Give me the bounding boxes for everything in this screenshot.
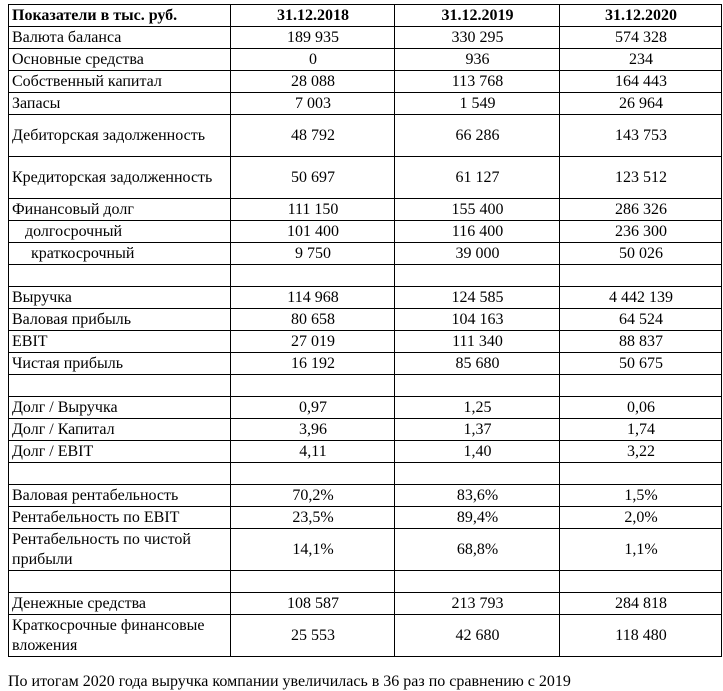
cell-2020: 3,22 [560, 441, 722, 463]
cell-2018: 70,2% [231, 485, 395, 507]
row-label: Долг / EBIT [9, 441, 231, 463]
cell-2020: 234 [560, 49, 722, 71]
financial-indicators-table [8, 4, 722, 657]
row-label: Валовая прибыль [9, 309, 231, 331]
cell-2019: 39 000 [395, 243, 560, 265]
cell-2020: 26 964 [560, 93, 722, 115]
table-row [9, 49, 722, 71]
cell-2018: 101 400 [231, 221, 395, 243]
cell-2020: 1,5% [560, 485, 722, 507]
cell-2018: 27 019 [231, 331, 395, 353]
cell-2019: 89,4% [395, 507, 560, 529]
cell-2018: 50 697 [231, 157, 395, 199]
table-row [9, 93, 722, 115]
empty-cell [560, 571, 722, 593]
cell-2019: 330 295 [395, 27, 560, 49]
cell-2020: 4 442 139 [560, 287, 722, 309]
cell-2019: 155 400 [395, 199, 560, 221]
footnote-text: По итогам 2020 года выручка компании увеличилась в 36 раз по сравнению с 2019 [8, 673, 571, 690]
cell-2018: 108 587 [231, 593, 395, 615]
table-row [9, 593, 722, 615]
table-header-row [9, 5, 722, 27]
row-label: долгосрочный [9, 221, 231, 243]
cell-2020: 1,74 [560, 419, 722, 441]
row-label: краткосрочный [9, 243, 231, 265]
table-row [9, 331, 722, 353]
empty-cell [9, 265, 231, 287]
cell-2020: 236 300 [560, 221, 722, 243]
empty-cell [395, 571, 560, 593]
empty-cell [560, 375, 722, 397]
empty-cell [231, 463, 395, 485]
cell-2019: 124 585 [395, 287, 560, 309]
empty-cell [9, 463, 231, 485]
table-row [9, 615, 722, 657]
cell-2019: 83,6% [395, 485, 560, 507]
cell-2018: 48 792 [231, 115, 395, 157]
empty-cell [395, 463, 560, 485]
cell-2018: 111 150 [231, 199, 395, 221]
cell-2018: 80 658 [231, 309, 395, 331]
row-label: Кредиторская задолженность [9, 157, 231, 199]
empty-cell [231, 571, 395, 593]
cell-2019: 85 680 [395, 353, 560, 375]
header-2019: 31.12.2019 [395, 5, 560, 27]
cell-2018: 25 553 [231, 615, 395, 657]
cell-2020: 286 326 [560, 199, 722, 221]
cell-2019: 116 400 [395, 221, 560, 243]
table-row [9, 157, 722, 199]
cell-2018: 4,11 [231, 441, 395, 463]
cell-2018: 3,96 [231, 419, 395, 441]
row-label: Валюта баланса [9, 27, 231, 49]
cell-2020: 64 524 [560, 309, 722, 331]
cell-2018: 0,97 [231, 397, 395, 419]
cell-2019: 213 793 [395, 593, 560, 615]
cell-2020: 50 026 [560, 243, 722, 265]
row-label: Долг / Капитал [9, 419, 231, 441]
row-label: Денежные средства [9, 593, 231, 615]
empty-cell [395, 375, 560, 397]
cell-2019: 42 680 [395, 615, 560, 657]
cell-2018: 14,1% [231, 529, 395, 571]
spacer-row [9, 375, 722, 397]
cell-2018: 189 935 [231, 27, 395, 49]
cell-2018: 16 192 [231, 353, 395, 375]
row-label: Основные средства [9, 49, 231, 71]
cell-2018: 23,5% [231, 507, 395, 529]
cell-2019: 1,37 [395, 419, 560, 441]
row-label: Чистая прибыль [9, 353, 231, 375]
row-label: Долг / Выручка [9, 397, 231, 419]
cell-2020: 284 818 [560, 593, 722, 615]
row-label: Выручка [9, 287, 231, 309]
cell-2018: 7 003 [231, 93, 395, 115]
cell-2019: 104 163 [395, 309, 560, 331]
row-label: Собственный капитал [9, 71, 231, 93]
cell-2018: 28 088 [231, 71, 395, 93]
cell-2020: 574 328 [560, 27, 722, 49]
cell-2019: 66 286 [395, 115, 560, 157]
cell-2020: 0,06 [560, 397, 722, 419]
cell-2020: 123 512 [560, 157, 722, 199]
empty-cell [395, 265, 560, 287]
table-row [9, 353, 722, 375]
table-row [9, 507, 722, 529]
cell-2020: 2,0% [560, 507, 722, 529]
row-label: Рентабельность по EBIT [9, 507, 231, 529]
cell-2020: 50 675 [560, 353, 722, 375]
table-row [9, 441, 722, 463]
cell-2019: 61 127 [395, 157, 560, 199]
cell-2019: 1 549 [395, 93, 560, 115]
cell-2019: 113 768 [395, 71, 560, 93]
table-row [9, 397, 722, 419]
row-label: Финансовый долг [9, 199, 231, 221]
row-label: Краткосрочные финансовые вложения [9, 615, 231, 657]
row-label: Валовая рентабельность [9, 485, 231, 507]
spacer-row [9, 265, 722, 287]
table-row [9, 221, 722, 243]
empty-cell [560, 463, 722, 485]
table-row [9, 287, 722, 309]
row-label: EBIT [9, 331, 231, 353]
cell-2019: 111 340 [395, 331, 560, 353]
cell-2020: 88 837 [560, 331, 722, 353]
table-row [9, 419, 722, 441]
header-2020: 31.12.2020 [560, 5, 722, 27]
row-label: Дебиторская задолженность [9, 115, 231, 157]
table-row [9, 199, 722, 221]
cell-2020: 1,1% [560, 529, 722, 571]
table-row [9, 485, 722, 507]
cell-2020: 143 753 [560, 115, 722, 157]
cell-2020: 118 480 [560, 615, 722, 657]
empty-cell [9, 571, 231, 593]
row-label: Запасы [9, 93, 231, 115]
table-row [9, 243, 722, 265]
cell-2019: 1,25 [395, 397, 560, 419]
table-row [9, 529, 722, 571]
cell-2020: 164 443 [560, 71, 722, 93]
header-2018: 31.12.2018 [231, 5, 395, 27]
empty-cell [9, 375, 231, 397]
cell-2019: 68,8% [395, 529, 560, 571]
table-row [9, 309, 722, 331]
spacer-row [9, 463, 722, 485]
row-label: Рентабельность по чистой прибыли [9, 529, 231, 571]
table-row [9, 71, 722, 93]
cell-2018: 0 [231, 49, 395, 71]
empty-cell [231, 375, 395, 397]
table-row [9, 115, 722, 157]
table-row [9, 27, 722, 49]
spacer-row [9, 571, 722, 593]
cell-2019: 936 [395, 49, 560, 71]
cell-2019: 1,40 [395, 441, 560, 463]
header-indicator: Показатели в тыс. руб. [9, 5, 231, 27]
cell-2018: 9 750 [231, 243, 395, 265]
cell-2018: 114 968 [231, 287, 395, 309]
empty-cell [560, 265, 722, 287]
empty-cell [231, 265, 395, 287]
